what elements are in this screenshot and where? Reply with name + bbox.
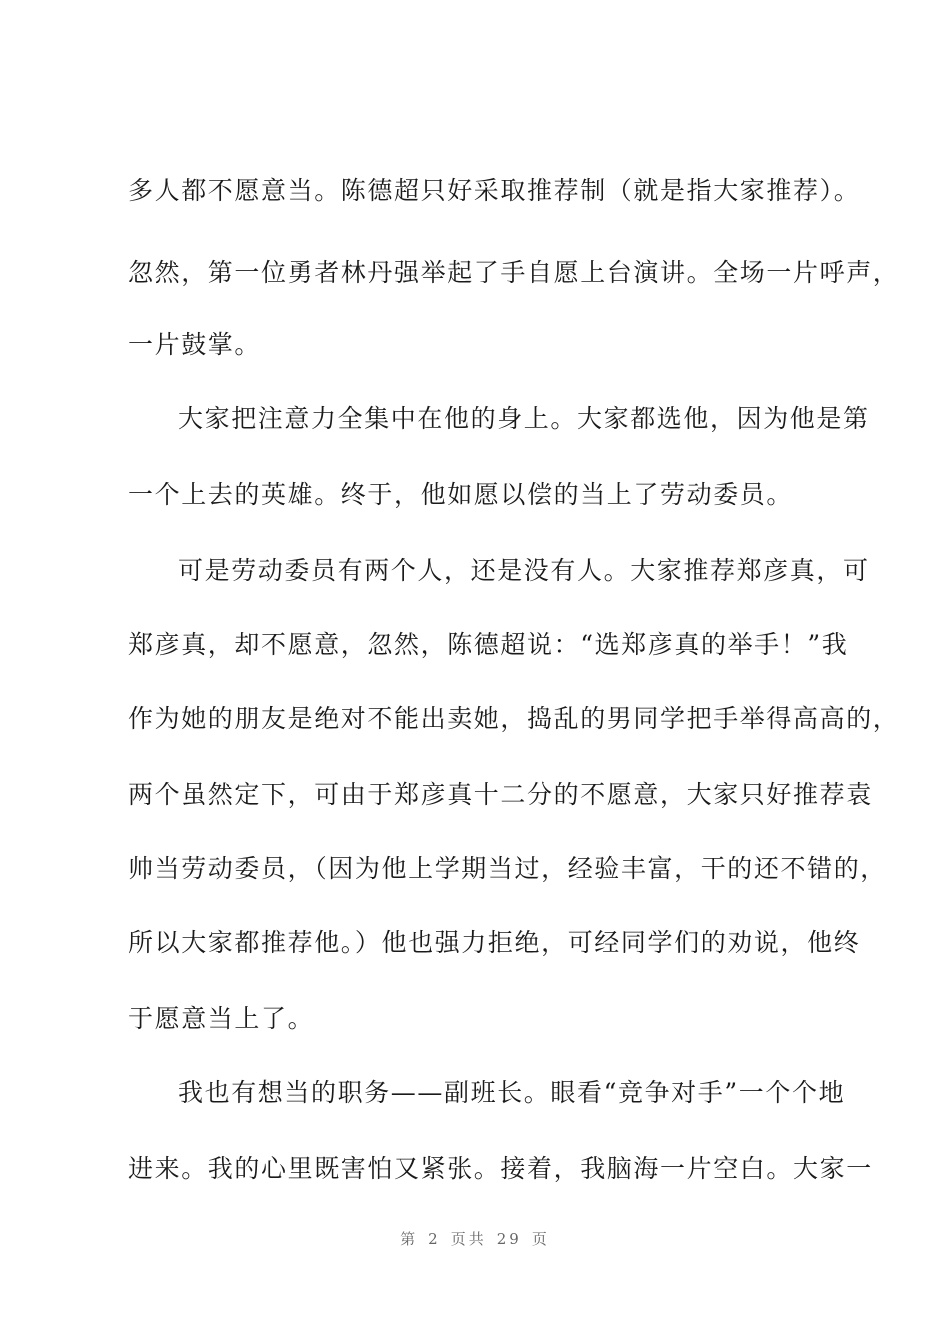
paragraph-first-line: 我也有想当的职务——副班长。眼看“竞争对手”一个个地 <box>178 1078 846 1107</box>
paragraph-first-line: 可是劳动委员有两个人，还是没有人。大家推荐郑彦真，可 <box>178 556 870 585</box>
current-page-number: 2 <box>428 1230 441 1248</box>
page-label-prefix: 第 <box>400 1230 419 1248</box>
text-line: 两个虽然定下，可由于郑彦真十二分的不愿意，大家只好推荐袁 <box>128 780 873 809</box>
text-line: 所以大家都推荐他。）他也强力拒绝，可经同学们的劝说，他终 <box>128 928 861 957</box>
text-line: 一个上去的英雄。终于，他如愿以偿的当上了劳动委员。 <box>128 480 794 509</box>
page-footer <box>0 1229 950 1249</box>
text-line: 一片鼓掌。 <box>128 330 262 359</box>
page-label-suffix: 页 <box>531 1230 550 1248</box>
text-line: 作为她的朋友是绝对不能出卖她，捣乱的男同学把手举得高高的， <box>128 704 900 733</box>
text-line: 帅当劳动委员，（因为他上学期当过，经验丰富，干的还不错的， <box>128 854 887 883</box>
total-pages-number: 29 <box>496 1230 522 1248</box>
text-line: 进来。我的心里既害怕又紧张。接着，我脑海一片空白。大家一 <box>128 1154 873 1183</box>
paragraph-first-line: 大家把注意力全集中在他的身上。大家都选他，因为他是第 <box>178 404 870 433</box>
text-line: 多人都不愿意当。陈德超只好采取推荐制（就是指大家推荐）。 <box>128 176 861 205</box>
text-line: 郑彦真，却不愿意，忽然，陈德超说：“选郑彦真的举手！”我 <box>128 630 849 659</box>
page-label-mid: 页共 <box>450 1230 487 1248</box>
text-line: 忽然，第一位勇者林丹强举起了手自愿上台演讲。全场一片呼声， <box>128 258 900 287</box>
text-line: 于愿意当上了。 <box>128 1004 315 1033</box>
